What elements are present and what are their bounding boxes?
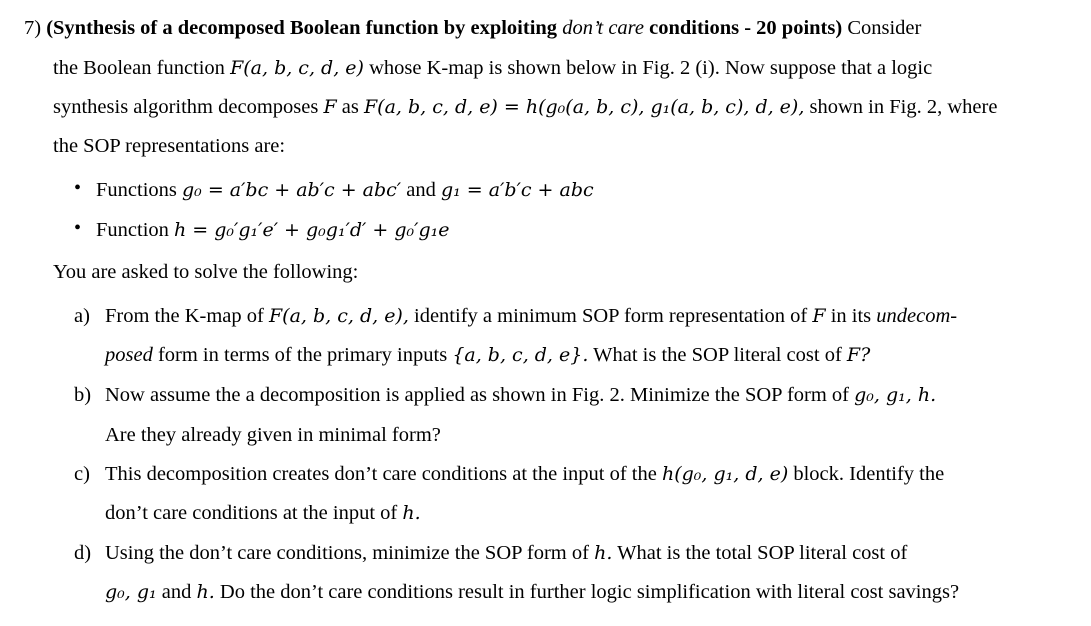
part-c-line2: [105, 501, 421, 525]
text-span: form in terms of the primary inputs: [157, 344, 448, 366]
math-F: F: [323, 96, 337, 118]
math-F: F(a, b, c, d, e): [230, 57, 364, 79]
text-italic: posed: [105, 344, 153, 366]
part-c-line1: [105, 462, 944, 486]
math-F: F?: [846, 344, 871, 366]
text-span: Now assume the a decomposition is applied as shown in Fig. 2. Minimize the SOP form of: [105, 384, 849, 406]
text-span: and: [406, 179, 436, 201]
math-F: F: [812, 305, 826, 327]
text-span: and: [161, 581, 192, 603]
problem-title: (Synthesis of a decomposed Boolean function by exploiting: [46, 17, 558, 39]
text-consider: Consider: [847, 17, 922, 39]
part-d-label: d): [74, 542, 92, 564]
math-h: h.: [402, 502, 421, 524]
math-h: h.: [594, 542, 613, 564]
math-h-block: h(g₀, g₁, d, e): [661, 463, 789, 485]
text-span: identify a minimum SOP form representation of: [414, 305, 808, 327]
problem-title-points: conditions - 20 points): [649, 17, 843, 39]
text-span: whose K-map is shown below in Fig. 2 (i). Now suppose that a logic: [369, 57, 933, 79]
part-a-label: a): [74, 305, 90, 327]
text-span: What is the total SOP literal cost of: [617, 542, 908, 564]
text-span: synthesis algorithm decomposes: [53, 96, 319, 118]
problem-header: [24, 16, 921, 40]
problem-line-2: [53, 56, 932, 80]
part-a-line1: [105, 304, 957, 328]
text-span: shown in Fig. 2, where: [809, 96, 998, 118]
bullet-functions-g: [96, 178, 594, 202]
bullet-function-h: [96, 218, 449, 242]
part-a-line2: [105, 343, 870, 367]
text-span: the Boolean function: [53, 57, 225, 79]
bullet-icon: •: [74, 177, 82, 199]
text-span: What is the SOP literal cost of: [593, 344, 842, 366]
text-span: This decomposition creates don’t care conditions at the input of the: [105, 463, 657, 485]
text-span: as: [341, 96, 359, 118]
text-span: don’t care conditions at the input of: [105, 502, 398, 524]
part-c-label: c): [74, 463, 90, 485]
math-h: h.: [196, 581, 215, 603]
math-g1: g₁ = a′b′c + abc: [440, 179, 594, 201]
part-b-line1: [105, 383, 936, 407]
part-b-label: b): [74, 384, 92, 406]
bullet-icon: •: [74, 217, 82, 239]
text-span: block. Identify the: [793, 463, 945, 485]
text-span: Using the don’t care conditions, minimize the SOP form of: [105, 542, 589, 564]
instructions-text: You are asked to solve the following:: [53, 261, 359, 283]
problem-number: 7): [24, 17, 42, 39]
math-h: h = g₀′g₁′e′ + g₀g₁′d′ + g₀′g₁e: [174, 219, 450, 241]
problem-line-4: the SOP representations are:: [53, 135, 286, 157]
problem-line-3: [53, 95, 997, 119]
math-decomposition: F(a, b, c, d, e) = h(g₀(a, b, c), g₁(a, b, c), d, e),: [363, 96, 805, 118]
text-span: Function: [96, 219, 169, 241]
part-b-line2: Are they already given in minimal form?: [105, 424, 441, 446]
text-italic: undecom-: [876, 305, 958, 327]
math-vars: g₀, g₁, h.: [854, 384, 937, 406]
problem-title-italic: don’t care: [562, 17, 644, 39]
math-g0: g₀ = a′bc + ab′c + abc′: [182, 179, 402, 201]
math-inputs-set: {a, b, c, d, e}.: [452, 344, 589, 366]
text-span: From the K-map of: [105, 305, 264, 327]
text-span: Do the don’t care conditions result in further logic simplification with literal cost savings?: [219, 581, 960, 603]
part-d-line2: [105, 580, 959, 604]
math-vars: g₀, g₁: [105, 581, 157, 603]
math-F: F(a, b, c, d, e),: [268, 305, 409, 327]
text-span: Functions: [96, 179, 177, 201]
part-d-line1: [105, 541, 907, 565]
text-span: in its: [830, 305, 872, 327]
